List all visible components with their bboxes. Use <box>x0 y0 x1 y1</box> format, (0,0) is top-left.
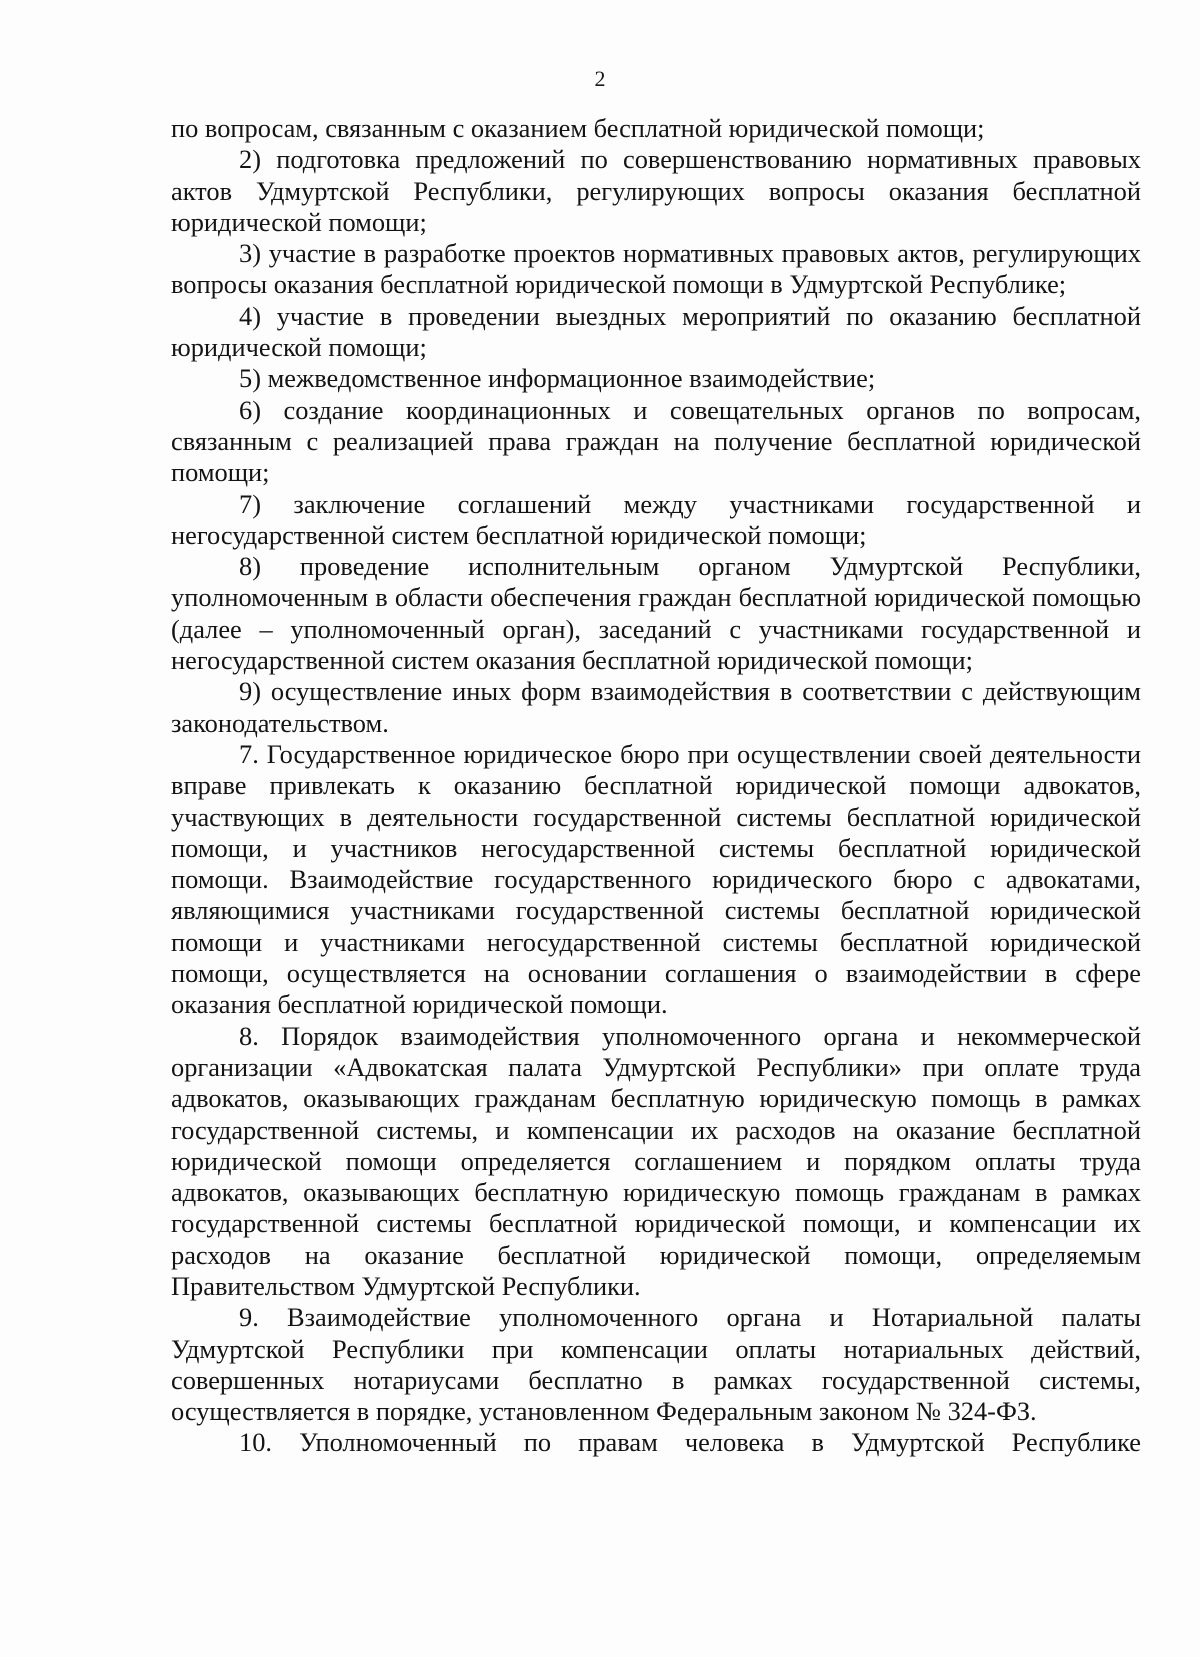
clause-9: 9. Взаимодействие уполномоченного органа и Нотариальной палаты Удмуртской Республики при компенсации оплаты нотариальных действий, совершенных нотариусами бесплатно в рамках государственной системы, осуществляется в порядке, установленном Федеральным законом № 324-ФЗ. <box>171 1302 1141 1427</box>
list-item-5: 5) межведомственное информационное взаимодействие; <box>239 363 876 394</box>
list-item-4: 4) участие в проведении выездных мероприятий по оказанию бесплатной юридической помощи; <box>171 300 1141 363</box>
paragraph-continuation: по вопросам, связанным с оказанием бесплатной юридической помощи; <box>171 113 985 143</box>
list-item-8: 8) проведение исполнительным органом Удмуртской Республики, уполномоченным в области обеспечения граждан бесплатной юридической помощью (далее – уполномоченный орган), заседаний с участниками государственной и негосударственной систем оказания бесплатной юридической помощи; <box>171 551 1141 676</box>
list-item-3: 3) участие в разработке проектов нормативных правовых актов, регулирующих вопросы оказания бесплатной юридической помощи в Удмуртской Республике; <box>171 238 1141 300</box>
clause-7: 7. Государственное юридическое бюро при осуществлении своей деятельности вправе привлекать к оказанию бесплатной юридической помощи адвокатов, участвующих в деятельности государственной системы бесплатной юридической помощи, и участников негосударственной системы бесплатной юридической помощи. Взаимодействие государственного юридического бюро с адвокатами, являющимися участниками государственной системы бесплатной юридической помощи и участниками негосударственной системы бесплатной юридической помощи, осуществляется на основании соглашения о взаимодействии в сфере оказания бесплатной юридической помощи. <box>171 738 1141 1020</box>
clause-10: 10. Уполномоченный по правам человека в Удмуртской Республике <box>239 1427 1141 1458</box>
list-item-9: 9) осуществление иных форм взаимодействия в соответствии с действующим законодательством. <box>171 676 1141 738</box>
list-item-7: 7) заключение соглашений между участниками государственной и негосударственной систем бесплатной юридической помощи; <box>171 488 1141 550</box>
list-item-2: 2) подготовка предложений по совершенствованию нормативных правовых актов Удмуртской Республики, регулирующих вопросы оказания бесплатной юридической помощи; <box>171 144 1141 237</box>
list-item-6: 6) создание координационных и совещательных органов по вопросам, связанным с реализацией права граждан на получение бесплатной юридической помощи; <box>171 394 1141 488</box>
page-number: 2 <box>594 66 606 91</box>
document-body <box>171 113 1141 1459</box>
clause-8: 8. Порядок взаимодействия уполномоченного органа и некоммерческой организации «Адвокатская палата Удмуртской Республики» при оплате труда адвокатов, оказывающих гражданам бесплатную юридическую помощь в рамках государственной системы, и компенсации их расходов на оказание бесплатной юридической помощи определяется соглашением и порядком оплаты труда адвокатов, оказывающих бесплатную юридическую помощь гражданам в рамках государственной системы бесплатной юридической помощи, и компенсации их расходов на оказание бесплатной юридической помощи, определяемым Правительством Удмуртской Республики. <box>171 1020 1141 1301</box>
